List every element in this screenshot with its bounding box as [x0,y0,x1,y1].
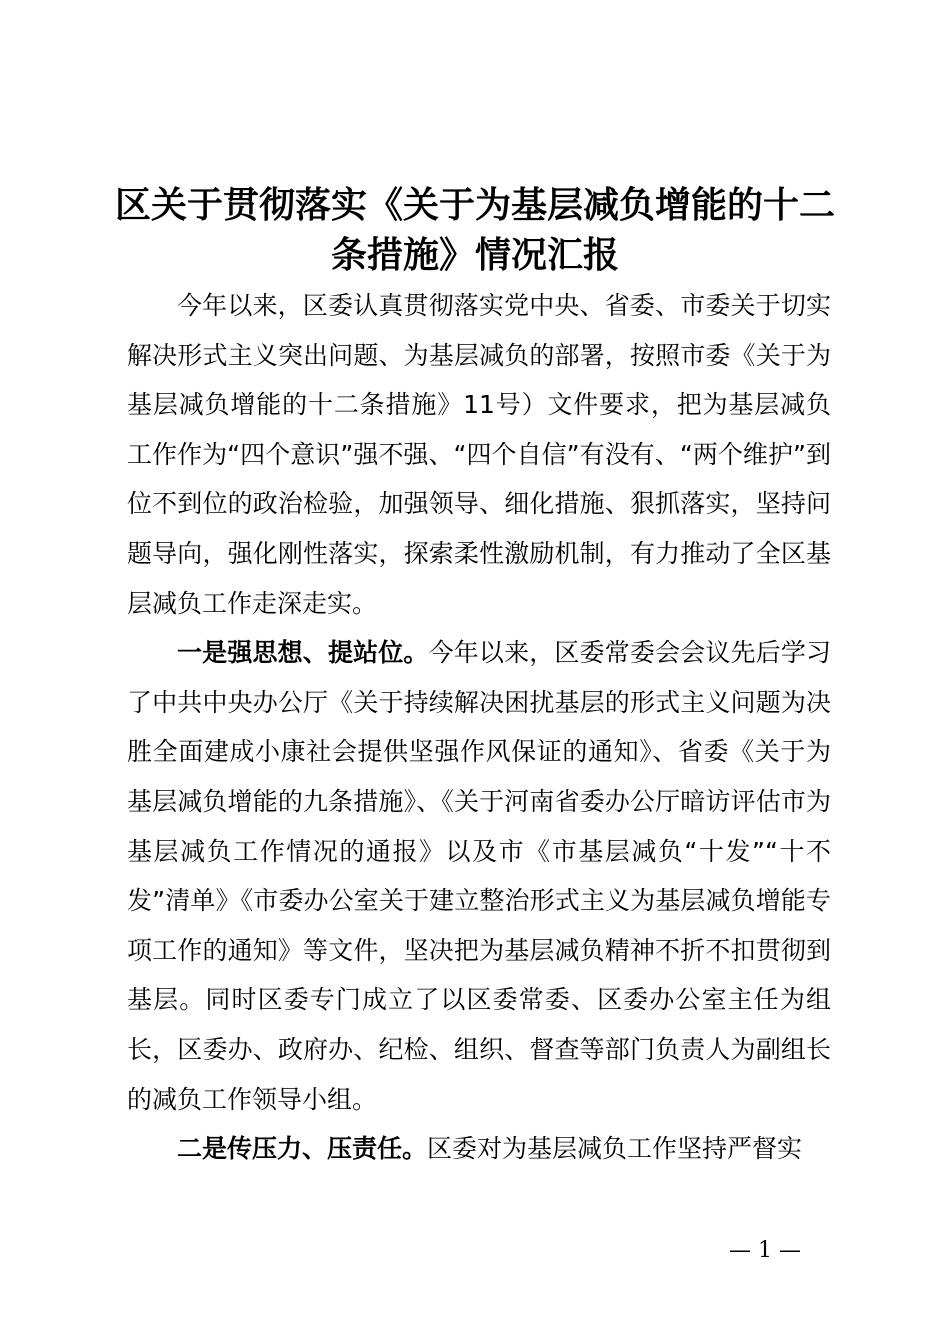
paragraph-lead: 一是强思想、提站位。 [177,638,429,668]
paragraph-lead: 二是传压力、压责任。 [177,1134,428,1164]
page-number: — 1 — [729,1238,801,1263]
document-body [127,281,831,1174]
paragraph-intro [127,281,831,628]
paragraph-point-2 [127,1124,831,1174]
document-title: 区关于贯彻落实《关于为基层减负增能的十二条措施》情况汇报 [114,185,835,276]
paragraph-text: 今年以来，区委认真贯彻落实党中央、省委、市委关于切实解决形式主义突出问题、为基层减负的部署，按照市委《关于为基层减负增能的十二条措施》11号）文件要求，把为基层减负工作作为“四个意识”强不强、“四个自信”有没有、“两个维护”到位不到位的政治检验，加强领导、细化措施、狠抓落实，坚持问题导向，强化刚性落实，探索柔性激励机制，有力推动了全区基层减负工作走深走实。 [127,291,831,618]
paragraph-text: 今年以来，区委常委会会议先后学习了中共中央办公厅《关于持续解决困扰基层的形式主义问题为决胜全面建成小康社会提供坚强作风保证的通知》、省委《关于为基层减负增能的九条措施》、《关于河南省委办公厅暗访评估市为基层减负工作情况的通报》以及市《市基层减负“十发”“十不发”清单》《市委办公室关于建立整治形式主义为基层减负增能专项工作的通知》等文件，坚决把为基层减负精神不折不扣贯彻到基层。同时区委专门成立了以区委常委、区委办公室主任为组长，区委办、政府办、纪检、组织、督查等部门负责人为副组长的减负工作领导小组。 [127,638,831,1114]
paragraph-text: 区委对为基层减负工作坚持严督实 [427,1134,803,1164]
paragraph-point-1 [127,628,831,1124]
